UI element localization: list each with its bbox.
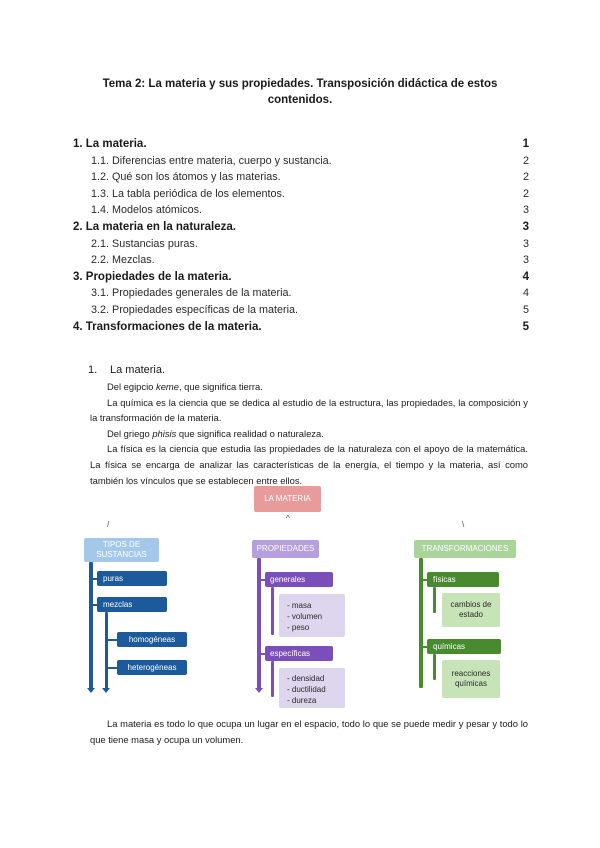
list-item: - volumen — [287, 612, 323, 621]
tipos-arrow — [87, 688, 95, 693]
section-title: La materia. — [110, 364, 166, 376]
toc-entry[interactable] — [73, 188, 529, 205]
physics-definition: La física es la ciencia que estudia las propiedades de la naturaleza con el apoyo de la matemática. La física se encarga de analizar las características de la energía, el tiempo y la materia, así como también los vínculos que se establecen entre ellos. — [90, 443, 528, 486]
fisicas-connector — [433, 587, 436, 613]
generales-connector — [271, 587, 274, 635]
quimicas-example: reacciones químicas — [442, 660, 500, 698]
heterogeneas-box: heterogéneas — [117, 660, 187, 675]
tipos-header: TIPOS DE SUSTANCIAS — [84, 538, 159, 562]
connector-mark: ^ — [286, 514, 290, 523]
list-item: - masa — [287, 601, 312, 610]
toc-entry-label: 3. Propiedades de la materia. — [73, 270, 232, 283]
toc-entry[interactable] — [73, 304, 529, 321]
list-item: - dureza — [287, 696, 317, 705]
toc-entry-page: 2 — [522, 154, 529, 167]
generales-list — [279, 594, 345, 637]
toc-entry-page: 3 — [522, 204, 529, 217]
etymology-chemistry — [90, 379, 528, 395]
toc-entry-label: 1.4. Modelos atómicos. — [91, 204, 203, 217]
toc-entry[interactable] — [73, 221, 529, 238]
toc-entry-label: 1.1. Diferencias entre materia, cuerpo y sustancia. — [91, 154, 332, 167]
toc-entry[interactable] — [73, 155, 529, 172]
diagram-root: LA MATERIA — [254, 486, 321, 512]
toc-entry-label: 1.2. Qué son los átomos y las materias. — [91, 171, 281, 184]
fisicas-example: cambios de estado — [442, 593, 500, 627]
matter-definition: La materia es todo lo que ocupa un lugar en el espacio, todo lo que se puede medir y pesar y todo lo que tiene masa y ocupa un volumen. — [90, 718, 528, 745]
quimicas-box: químicas — [427, 639, 501, 654]
toc-entry[interactable] — [73, 287, 529, 304]
transformaciones-header: TRANSFORMACIONES — [414, 540, 516, 558]
toc-entry-label: 2. La materia en la naturaleza. — [73, 220, 236, 233]
propiedades-connector — [257, 558, 261, 690]
toc-entry[interactable] — [73, 238, 529, 255]
toc-entry-page: 2 — [522, 187, 529, 200]
puras-box: puras — [97, 571, 167, 586]
toc-entry[interactable] — [73, 271, 529, 288]
toc-entry-label: 4. Transformaciones de la materia. — [73, 320, 262, 333]
toc-entry-page: 3 — [522, 237, 529, 250]
toc-entry-page: 5 — [522, 320, 529, 333]
toc-entry[interactable] — [73, 254, 529, 271]
propiedades-header: PROPIEDADES — [252, 540, 319, 558]
intro-text — [90, 379, 528, 488]
mezclas-arrow — [102, 688, 110, 693]
homogeneas-box: homogéneas — [117, 632, 187, 647]
generales-box: generales — [265, 572, 333, 587]
toc-entry[interactable] — [73, 321, 529, 338]
chemistry-definition: La química es la ciencia que se dedica al estudio de la estructura, las propiedades, la composición y la transformación de la materia. — [90, 396, 528, 424]
especificas-box: específicas — [265, 646, 333, 661]
toc-entry[interactable] — [73, 138, 529, 155]
toc-entry-label: 1. La materia. — [73, 138, 147, 150]
toc-entry[interactable] — [73, 204, 529, 221]
propiedades-arrow — [255, 688, 263, 693]
toc-entry-page: 2 — [522, 171, 529, 184]
list-item: - densidad — [287, 674, 325, 683]
mezclas-box: mezclas — [97, 597, 167, 612]
toc-entry-page: 4 — [522, 270, 529, 283]
section-heading — [88, 364, 165, 376]
section-number: 1. — [88, 364, 98, 376]
list-item: - ductilidad — [287, 685, 326, 694]
especificas-connector — [271, 661, 274, 697]
toc-entry-label: 2.1. Sustancias puras. — [91, 237, 198, 250]
toc-entry-label: 3.1. Propiedades generales de la materia. — [91, 287, 292, 300]
list-item: - peso — [287, 623, 310, 632]
toc-entry-label: 3.2. Propiedades específicas de la materia. — [91, 303, 299, 316]
especificas-list — [279, 668, 345, 708]
quimicas-connector — [433, 654, 436, 680]
toc-entry-page: 4 — [522, 287, 529, 300]
toc-entry[interactable] — [73, 171, 529, 188]
text-run: , que significa tierra. — [178, 381, 263, 392]
toc-entry-label: 2.2. Mezclas. — [91, 254, 155, 267]
toc-entry-page: 3 — [522, 220, 529, 233]
toc-entry-page: 1 — [522, 138, 529, 150]
emphasis-word: keme — [156, 381, 179, 392]
matter-concept-map — [0, 486, 600, 708]
toc-entry-page: 3 — [522, 254, 529, 267]
mezclas-connector — [105, 612, 108, 690]
connector-mark: / — [107, 520, 110, 529]
document-title: Tema 2: La materia y sus propiedades. Transposición didáctica de estos contenidos. — [102, 78, 498, 106]
text-run: Del griego — [107, 427, 153, 439]
tipos-connector — [89, 562, 93, 690]
toc-entry-label: 1.3. La tabla periódica de los elementos. — [91, 187, 285, 200]
emphasis-word: phisis — [152, 427, 177, 439]
etymology-physics — [90, 426, 528, 442]
connector-mark: \ — [462, 520, 465, 529]
fisicas-box: físicas — [427, 572, 499, 587]
transformaciones-connector — [419, 558, 423, 688]
toc-entry-page: 5 — [522, 303, 529, 316]
text-run: que significa realidad o naturaleza. — [176, 427, 324, 439]
table-of-contents — [73, 138, 529, 337]
matter-definition-text — [90, 716, 528, 747]
text-run: Del egipcio — [107, 381, 156, 392]
